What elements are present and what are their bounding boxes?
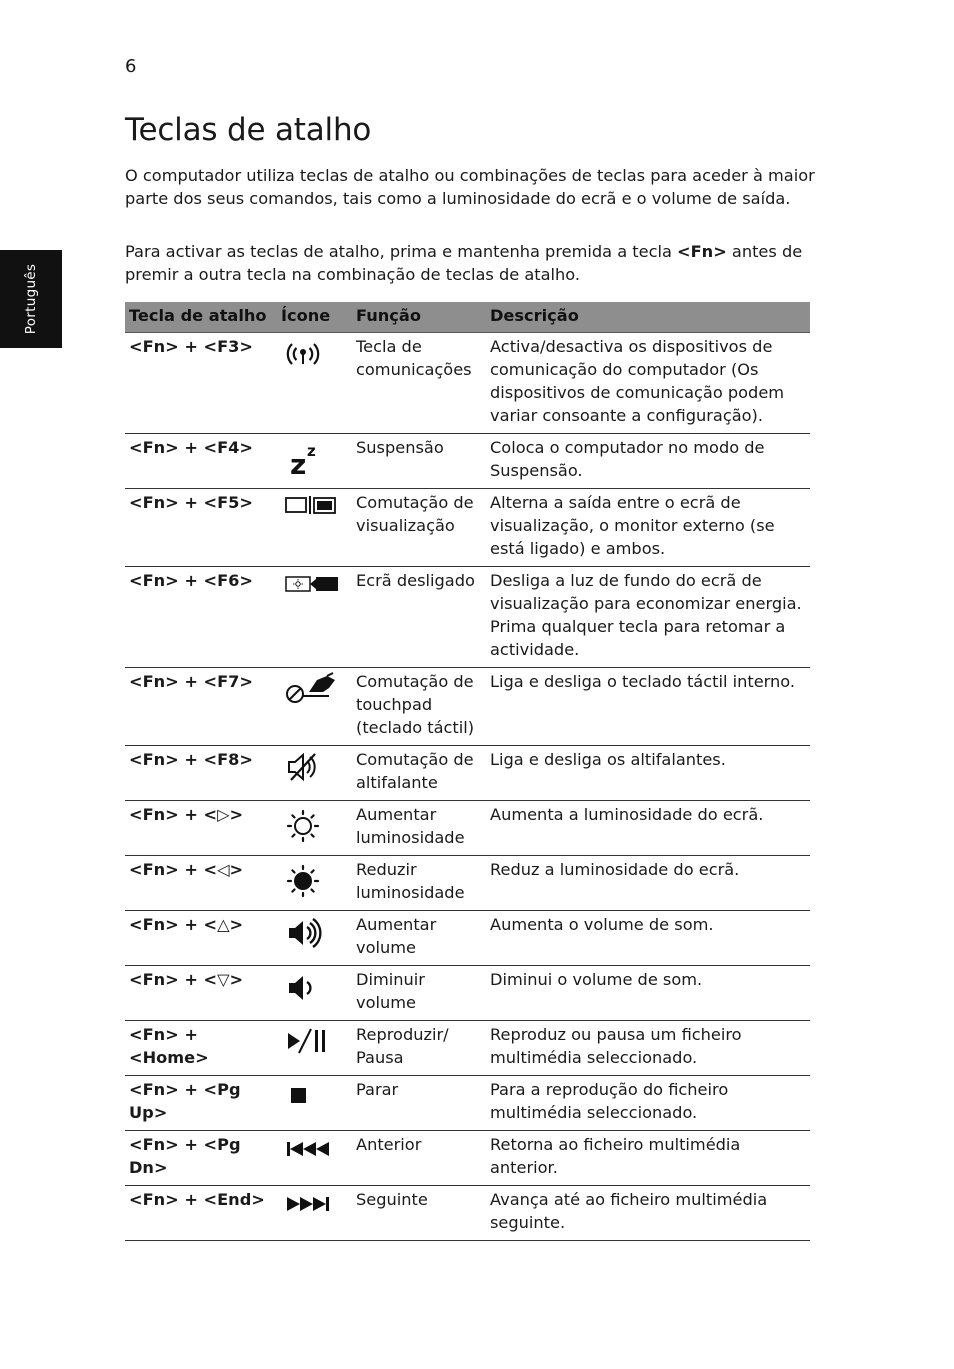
- description-cell: Para a reprodução do ficheiro multimédia seleccionado.: [486, 1076, 810, 1131]
- hotkey-cell: <Fn> + <F5>: [125, 489, 277, 567]
- function-cell: Seguinte: [352, 1186, 486, 1241]
- table-row: [125, 746, 810, 801]
- function-cell: Anterior: [352, 1131, 486, 1186]
- table-row: [125, 434, 810, 489]
- wireless-communication-icon: [283, 337, 323, 371]
- table-row: [125, 966, 810, 1021]
- description-cell: Avança até ao ficheiro multimédia seguinte.: [486, 1186, 810, 1241]
- intro-text-after: antes de premir a outra tecla na combinação de teclas de atalho.: [125, 242, 803, 284]
- hotkey-cell: <Fn> + <Pg Dn>: [125, 1131, 277, 1186]
- description-cell: Liga e desliga o teclado táctil interno.: [486, 668, 810, 746]
- hotkey-cell: <Fn> + <◁>: [125, 856, 277, 911]
- stop-icon: [283, 1080, 323, 1110]
- function-cell: Tecla de comunicações: [352, 333, 486, 434]
- hotkey-cell: <Fn> + <Home>: [125, 1021, 277, 1076]
- description-cell: Retorna ao ficheiro multimédia anterior.: [486, 1131, 810, 1186]
- table-row: [125, 567, 810, 668]
- description-cell: Reduz a luminosidade do ecrã.: [486, 856, 810, 911]
- hotkey-cell: <Fn> + <F3>: [125, 333, 277, 434]
- volume-down-icon: [283, 970, 323, 1006]
- function-cell: Aumentar luminosidade: [352, 801, 486, 856]
- function-cell: Suspensão: [352, 434, 486, 489]
- table-row: [125, 668, 810, 746]
- screen-off-icon: [283, 571, 341, 595]
- description-cell: Coloca o computador no modo de Suspensão.: [486, 434, 810, 489]
- table-row: [125, 333, 810, 434]
- hotkey-cell: <Fn> + <F6>: [125, 567, 277, 668]
- header-icon: Ícone: [277, 302, 352, 333]
- table-row: [125, 911, 810, 966]
- function-cell: Comutação de visualização: [352, 489, 486, 567]
- function-cell: Parar: [352, 1076, 486, 1131]
- hotkey-cell: <Fn> + <▷>: [125, 801, 277, 856]
- intro-paragraph-1: O computador utiliza teclas de atalho ou combinações de teclas para aceder à maior parte dos seus comandos, tais como a luminosidade do ecrã e o volume de saída.: [125, 166, 815, 208]
- table-row: [125, 801, 810, 856]
- table-row: [125, 1131, 810, 1186]
- brightness-down-icon: [283, 860, 323, 900]
- hotkey-cell: <Fn> + <F4>: [125, 434, 277, 489]
- previous-track-icon: [283, 1135, 333, 1163]
- language-tab-label: Português: [23, 263, 39, 335]
- description-cell: Reproduz ou pausa um ficheiro multimédia seleccionado.: [486, 1021, 810, 1076]
- hotkey-cell: <Fn> + <F8>: [125, 746, 277, 801]
- description-cell: Diminui o volume de som.: [486, 966, 810, 1021]
- volume-up-icon: [283, 915, 323, 951]
- header-hotkey: Tecla de atalho: [125, 302, 277, 333]
- page-title: Teclas de atalho: [125, 112, 372, 148]
- description-cell: Aumenta a luminosidade do ecrã.: [486, 801, 810, 856]
- hotkey-cell: <Fn> + <△>: [125, 911, 277, 966]
- hotkey-cell: <Fn> + <End>: [125, 1186, 277, 1241]
- table-header-row: [125, 302, 810, 333]
- function-cell: Aumentar volume: [352, 911, 486, 966]
- next-track-icon: [283, 1190, 333, 1218]
- display-switch-icon: [283, 493, 339, 517]
- function-cell: Comutação de touchpad (teclado táctil): [352, 668, 486, 746]
- function-cell: Comutação de altifalante: [352, 746, 486, 801]
- sleep-zz-icon: [283, 438, 323, 476]
- description-cell: Activa/desactiva os dispositivos de comunicação do computador (Os dispositivos de comunicação podem variar consoante a configuração).: [486, 333, 810, 434]
- svg-text:z: z: [307, 442, 316, 460]
- table-row: [125, 1021, 810, 1076]
- table-row: [125, 489, 810, 567]
- function-cell: Reduzir luminosidade: [352, 856, 486, 911]
- description-cell: Desliga a luz de fundo do ecrã de visualização para economizar energia. Prima qualquer tecla para retomar a actividade.: [486, 567, 810, 668]
- language-tab: [0, 250, 62, 348]
- hotkey-cell: <Fn> + <F7>: [125, 668, 277, 746]
- svg-text:z: z: [290, 448, 307, 476]
- function-cell: Diminuir volume: [352, 966, 486, 1021]
- hotkey-cell: <Fn> + <▽>: [125, 966, 277, 1021]
- hotkey-cell: <Fn> + <Pg Up>: [125, 1076, 277, 1131]
- hotkey-table: [125, 302, 810, 1241]
- description-cell: Liga e desliga os altifalantes.: [486, 746, 810, 801]
- header-function: Função: [352, 302, 486, 333]
- play-pause-icon: [283, 1025, 333, 1057]
- description-cell: Alterna a saída entre o ecrã de visualização, o monitor externo (se está ligado) e ambos.: [486, 489, 810, 567]
- function-cell: Ecrã desligado: [352, 567, 486, 668]
- fn-key-label: <Fn>: [677, 242, 727, 261]
- speaker-mute-icon: [283, 750, 323, 784]
- intro-paragraph-2: [125, 240, 815, 286]
- intro-text-before: Para activar as teclas de atalho, prima e mantenha premida a tecla: [125, 242, 678, 261]
- page-number: 6: [125, 56, 137, 77]
- description-cell: Aumenta o volume de som.: [486, 911, 810, 966]
- table-row: [125, 1076, 810, 1131]
- brightness-up-icon: [283, 805, 323, 845]
- function-cell: Reproduzir/ Pausa: [352, 1021, 486, 1076]
- table-row: [125, 1186, 810, 1241]
- table-row: [125, 856, 810, 911]
- header-description: Descrição: [486, 302, 810, 333]
- touchpad-toggle-icon: [283, 672, 341, 706]
